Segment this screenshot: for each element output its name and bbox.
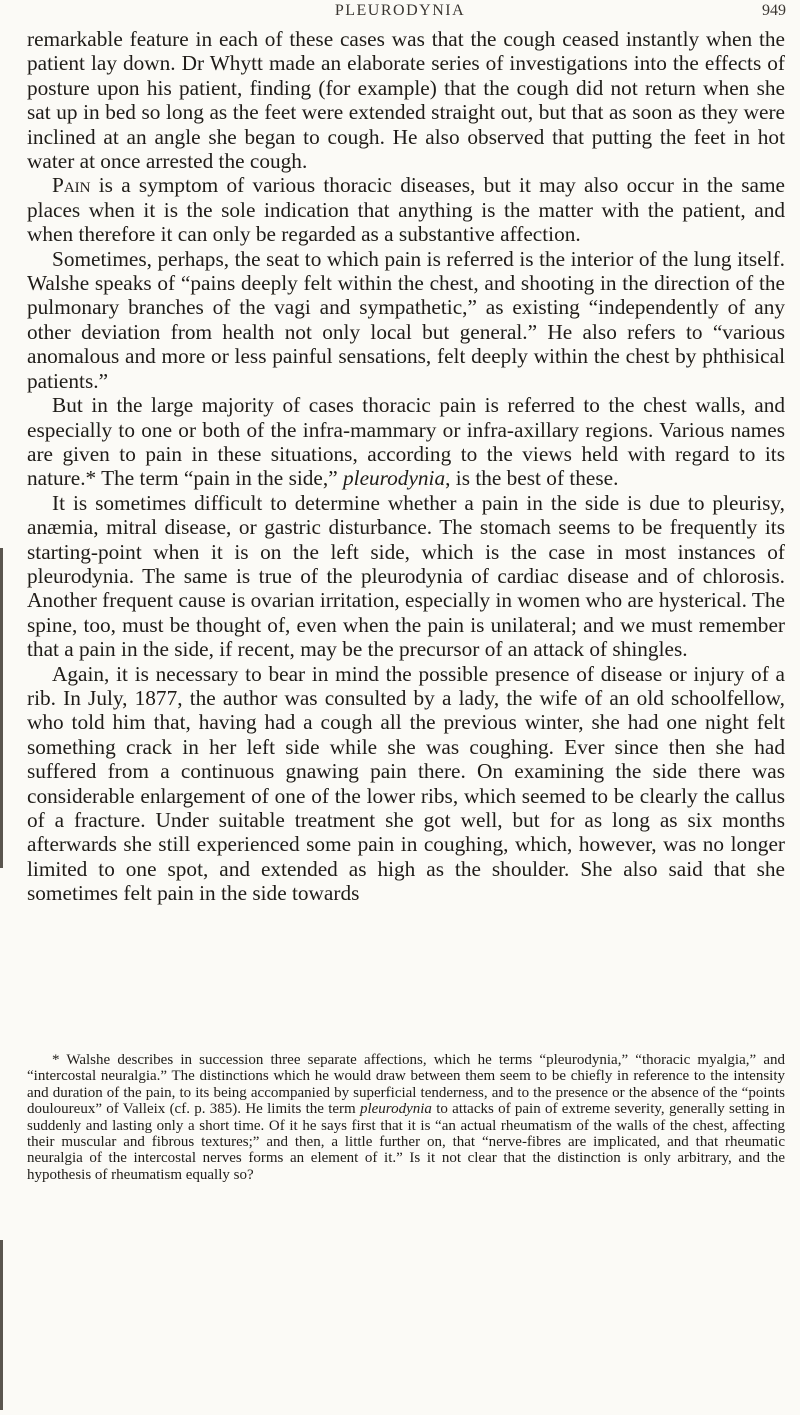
pleurodynia-term: pleurodynia [343, 466, 446, 491]
footnote-text-a: * Walshe describes in succession three separate affections, which he terms “pleurodynia,” “thoracic myalgia,” and “intercostal neuralgia.” The distinctions which he would draw between them seem to be chiefly in reference to the intensity and duration of the pain, to its being accompanied by superficial tenderness, and to the presence or the absence of the “points douloureux” of Valleix (cf. p. 385). He limits the term [27, 1052, 785, 1118]
paragraph-2-text: is a symptom of various thoracic diseases, but it may also occur in the same places when it is the sole indication that anything is the matter with the patient, and when therefore it can only be regarded as a substantive affection. [27, 173, 785, 247]
page-header [0, 2, 800, 26]
page-number: 949 [762, 2, 786, 19]
footnote-italic-term: pleurodynia [359, 1101, 432, 1118]
footnote-text-b: to attacks of pain of extreme severity, generally setting in suddenly and lasting only a short time. Of it he says first that it is “an actual rheumatism of the walls of the chest, affecting their muscular and fibrous textures;” and then, a little further on, that “nerve-fibres are implicated, and that rheumatic neuralgia of the intercostal nerves forms an element of it.” Is it not clear that the distinction is only arbitrary, and the hypothesis of rheumatism equally so? [27, 1101, 785, 1183]
paragraph-3: Sometimes, perhaps, the seat to which pain is referred is the interior of the lung itself. Walshe speaks of “pains deeply felt within the chest, and shooting in the direction of the pulmonary branches of the vagi and sympathetic,” as existing “independently of any other deviation from health not only local but general.” He also refers to “various anomalous and more or less painful sensations, felt deeply within the chest by phthisical patients.” [27, 246, 785, 393]
footnote [27, 1052, 785, 1183]
pain-lead-word: Pain [52, 173, 91, 198]
main-text [27, 27, 785, 906]
running-title: PLEURODYNIA [334, 2, 466, 19]
scan-edge-mark [0, 548, 3, 868]
paragraph-4-text-a: But in the large majority of cases thoracic pain is referred to the chest walls, and especially to one or both of the infra-mammary or infra-axillary regions. Various names are given to pain in these situations, according to the views held with regard to its nature.* The term “pain in the side,” [27, 393, 785, 491]
paragraph-6: Again, it is necessary to bear in mind the possible presence of disease or injury of a rib. In July, 1877, the author was consulted by a lady, the wife of an old schoolfellow, who told him that, having had a cough all the previous winter, she had one night felt something crack in her left side while she was coughing. Ever since then she had suffered from a continuous gnawing pain there. On examining the side there was considerable enlargement of one of the lower ribs, which seemed to be clearly the callus of a fracture. Under suitable treatment she got well, but for as long as six months afterwards she still experienced some pain in coughing, which, however, was no longer limited to one spot, and extended as high as the shoulder. She also said that she sometimes felt pain in the side towards [27, 661, 785, 906]
scan-edge-mark-lower [0, 1240, 3, 1410]
paragraph-2 [27, 173, 785, 246]
paragraph-1: remarkable feature in each of these cases was that the cough ceased instantly when the patient lay down. Dr Whytt made an elaborate series of investigations into the effects of posture upon his patient, finding (for example) that the cough did not return when she sat up in bed so long as the feet were extended straight out, but that as soon as they were inclined at an angle she began to cough. He also observed that putting the feet in hot water at once arrested the cough. [27, 27, 785, 174]
paragraph-4-text-b: , is the best of these. [445, 466, 619, 491]
paragraph-5: It is sometimes difficult to determine whether a pain in the side is due to pleurisy, anæmia, mitral disease, or gastric disturbance. The stomach seems to be frequently its starting-point when it is on the left side, which is the case in most instances of pleurodynia. The same is true of the pleurodynia of cardiac disease and of chlorosis. Another frequent cause is ovarian irritation, especially in women who are hysterical. The spine, too, must be thought of, even when the pain is unilateral; and we must remember that a pain in the side, if recent, may be the precursor of an attack of shingles. [27, 490, 785, 662]
paragraph-4 [27, 393, 785, 491]
